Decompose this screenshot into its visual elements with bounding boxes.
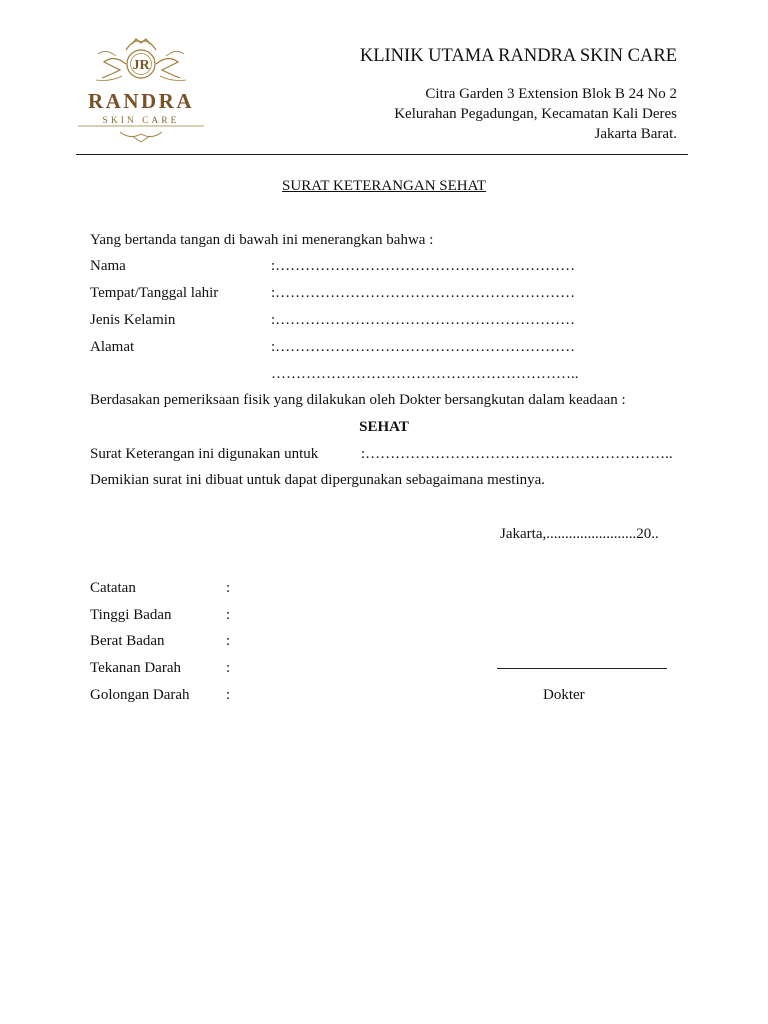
usage-value[interactable]: :…………………………………………………….. [361, 446, 673, 462]
address-line-1: Citra Garden 3 Extension Blok B 24 No 2 [425, 86, 677, 102]
field-value-jenis-kelamin[interactable]: :…………………………………………………… [271, 312, 576, 328]
field-label-tempat-tanggal-lahir: Tempat/Tanggal lahir [90, 285, 219, 301]
svg-text:SKIN CARE: SKIN CARE [102, 116, 180, 126]
field-label-nama: Nama [90, 258, 126, 274]
clinic-name: KLINIK UTAMA RANDRA SKIN CARE [359, 46, 677, 66]
field-label-alamat: Alamat [90, 339, 135, 355]
field-value-nama[interactable]: :…………………………………………………… [271, 258, 576, 274]
note-colon-tekanan-darah: : [226, 660, 231, 676]
signature-title: Dokter [543, 687, 585, 703]
field-label-jenis-kelamin: Jenis Kelamin [90, 312, 176, 328]
note-label-berat-badan: Berat Badan [90, 633, 165, 649]
clinic-logo [76, 36, 206, 144]
note-colon-tinggi-badan: : [226, 607, 231, 623]
logo-emblem-icon [76, 36, 206, 144]
note-colon-berat-badan: : [226, 633, 231, 649]
note-label-tekanan-darah: Tekanan Darah [90, 660, 181, 676]
header-divider [76, 154, 688, 155]
health-status: SEHAT [359, 419, 409, 435]
intro-text: Yang bertanda tangan di bawah ini menerangkan bahwa : [90, 232, 434, 248]
address-line-3: Jakarta Barat. [594, 126, 677, 142]
signature-line[interactable] [497, 668, 667, 669]
note-label-golongan-darah: Golongan Darah [90, 687, 190, 703]
examination-text: Berdasakan pemeriksaan fisik yang dilakukan oleh Dokter bersangkutan dalam keadaan : [90, 392, 626, 408]
note-label-catatan: Catatan [90, 580, 136, 596]
note-colon-catatan: : [226, 580, 231, 596]
closing-text: Demikian surat ini dibuat untuk dapat dipergunakan sebagaimana mestinya. [90, 472, 546, 488]
field-value-alamat[interactable]: :…………………………………………………… [271, 339, 576, 355]
svg-text:RANDRA: RANDRA [88, 89, 194, 113]
usage-label: Surat Keterangan ini digunakan untuk [90, 446, 319, 462]
address-line-2: Kelurahan Pegadungan, Kecamatan Kali Deres [394, 106, 677, 122]
field-value-tempat-tanggal-lahir[interactable]: :…………………………………………………… [271, 285, 576, 301]
note-colon-golongan-darah: : [226, 687, 231, 703]
document-title: SURAT KETERANGAN SEHAT [282, 178, 486, 194]
note-label-tinggi-badan: Tinggi Badan [90, 607, 172, 623]
place-date[interactable]: Jakarta,........................20.. [500, 526, 659, 542]
svg-text:JR: JR [132, 58, 150, 73]
field-value-alamat-continuation[interactable]: …………………………………………………….. [271, 366, 579, 382]
